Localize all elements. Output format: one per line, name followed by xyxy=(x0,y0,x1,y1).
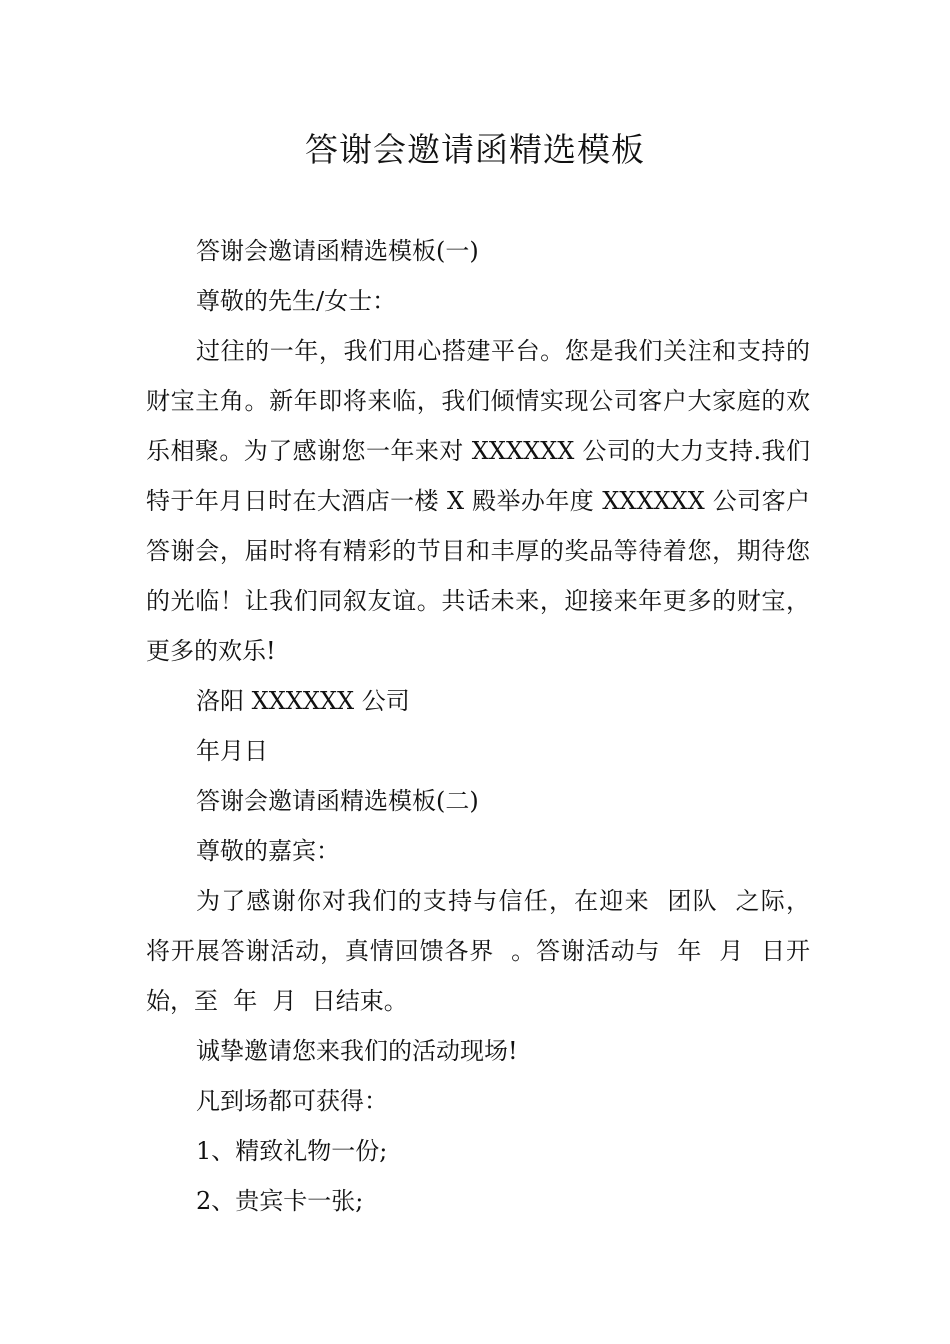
document-body xyxy=(146,226,818,1226)
paragraph-benefits-intro: 凡到场都可获得： xyxy=(196,1087,388,1115)
paragraph-invite-line: 诚挚邀请您来我们的活动现场! xyxy=(196,1037,518,1065)
paragraph-signature-company: 洛阳 XXXXXX 公司 xyxy=(196,687,410,715)
paragraph-benefit-2: 2、贵宾卡一张; xyxy=(196,1187,364,1215)
paragraph-invitation-body-1: 过往的一年，我们用心搭建平台。您是我们关注和支持的财宝主角。新年即将来临，我们倾情实现公司客户大家庭的欢乐相聚。为了感谢您一年来对 XXXXXX 公司的大力支持.我们特于年月日时在大酒店一楼 X 殿举办年度 XXXXXX 公司客户答谢会，届时将有精彩的节目和丰厚的奖品等待着您，期待您的光临！让我们同叙友谊。共话未来，迎接来年更多的财宝，更多的欢乐! xyxy=(146,337,810,665)
paragraph-section-heading-1: 答谢会邀请函精选模板(一) xyxy=(196,237,479,265)
paragraph-salutation-2: 尊敬的嘉宾： xyxy=(196,837,340,865)
paragraph-salutation-1: 尊敬的先生/女士： xyxy=(196,287,397,315)
paragraph-invitation-body-2: 为了感谢你对我们的支持与信任，在迎来 团队 之际， 将开展答谢活动，真情回馈各界 。答谢活动与 年 月 日开始，至 年 月 日结束。 xyxy=(146,887,818,1015)
document-title: 答谢会邀请函精选模板 xyxy=(305,130,645,169)
paragraph-signature-date: 年月日 xyxy=(196,737,268,765)
paragraph-section-heading-2: 答谢会邀请函精选模板(二) xyxy=(196,787,479,815)
paragraph-benefit-1: 1、精致礼物一份; xyxy=(196,1137,388,1165)
